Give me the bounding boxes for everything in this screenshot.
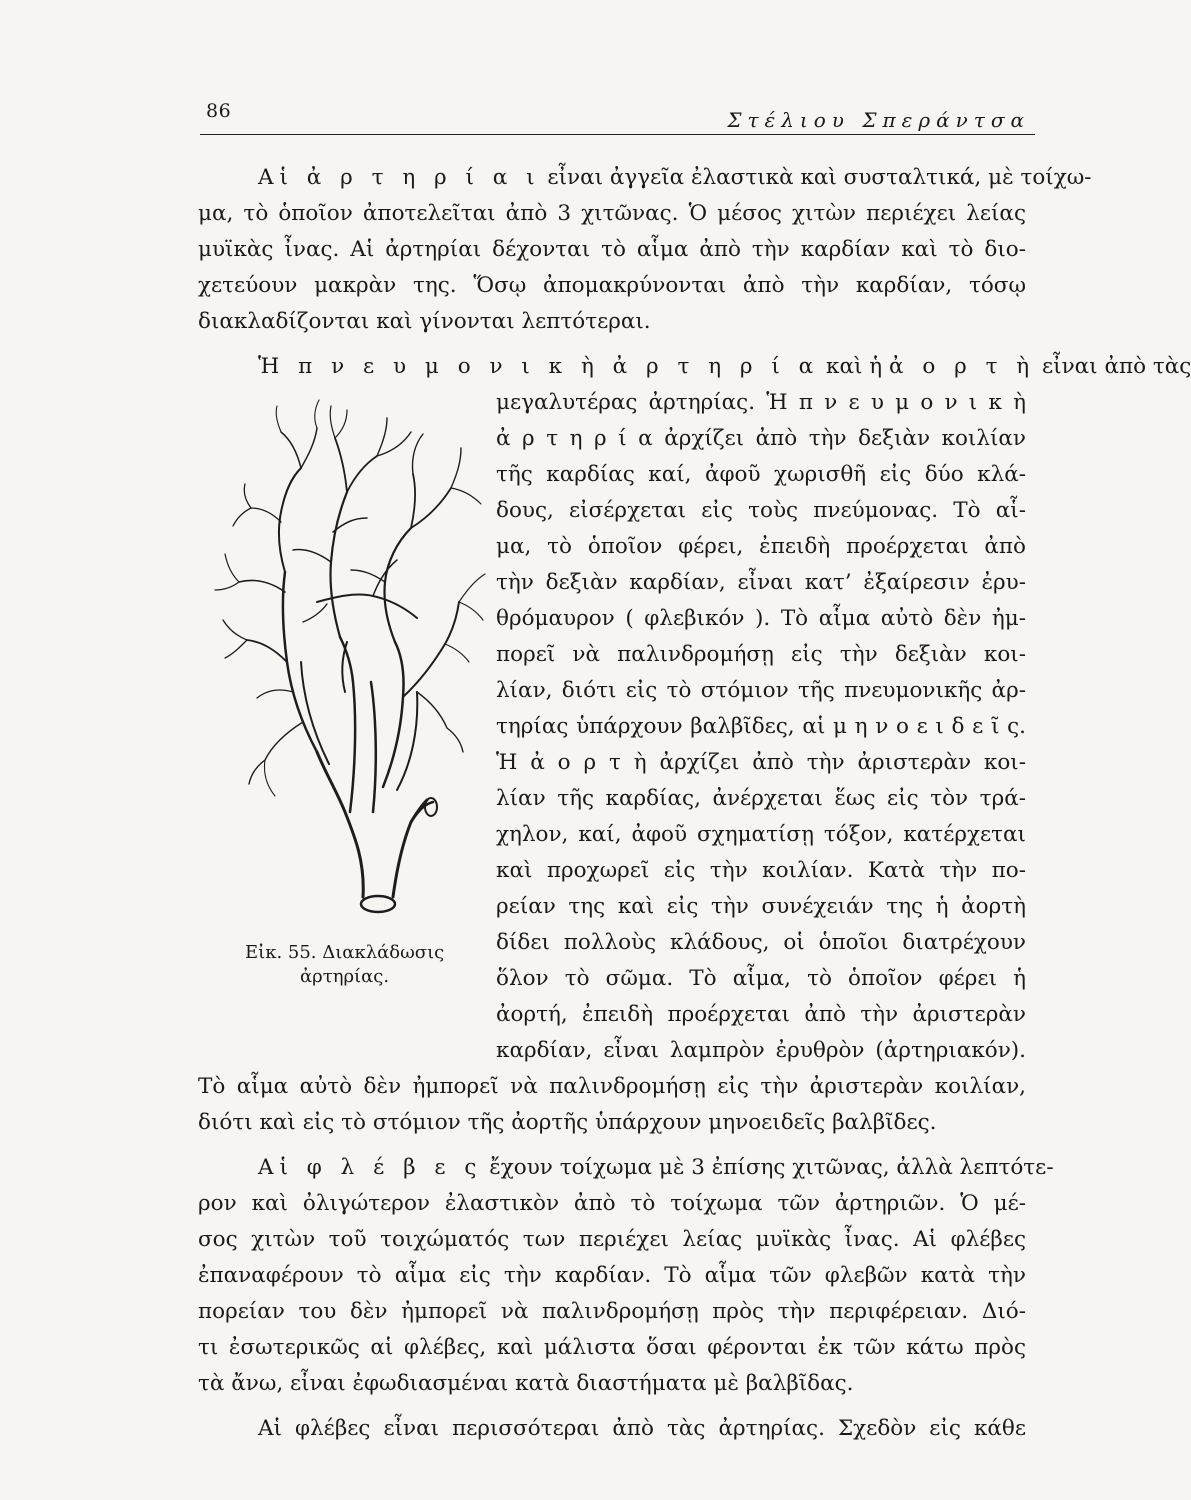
text-line: Τὸ αἷμα αὐτὸ δὲν ἠμπορεῖ νὰ παλινδρομήσῃ εἰς τὴν ἀριστερὰν κοιλίαν, [198, 1074, 1026, 1099]
text-line: καρδίαν, εἶναι λαμπρὸν ἐρυθρὸν (ἀρτηριακόν). [496, 1038, 1026, 1063]
text-line: τηρίας ὑπάρχουν βαλβῖδες, αἱ μ η ν ο ε ι δ ε ῖ ς. [496, 714, 1026, 739]
text-line [258, 352, 1191, 382]
spaced-term: Ἡ π ν ε υ μ ο ν ι κ ὴ ἀ ρ τ η ρ ί α [258, 354, 820, 379]
text-line: χετεύουν μακρὰν της. Ὅσῳ ἀπομακρύνονται ἀπὸ τὴν καρδίαν, τόσῳ [198, 273, 1026, 298]
text-line: μεγαλυτέρας ἀρτηρίας. Ἡ π ν ε υ μ ο ν ι κ ὴ [496, 390, 1026, 415]
text-line: τῆς καρδίας καί, ἀφοῦ χωρισθῆ εἰς δύο κλά- [496, 462, 1026, 487]
text-span: καὶ ἡ [819, 354, 889, 379]
text-span: ἔχουν τοίχωμα μὲ 3 ἐπίσης χιτῶνας, ἀλλὰ λεπτότε- [482, 1155, 1054, 1180]
text-line: διότι καὶ εἰς τὸ στόμιον τῆς ἀορτῆς ὑπάρχουν μηνοειδεῖς βαλβῖδες. [198, 1110, 937, 1135]
text-line: λίαν, διότι εἰς τὸ στόμιον τῆς πνευμονικῆς ἀρ- [496, 678, 1026, 703]
text-line: μα, τὸ ὁποῖον ἀποτελεῖται ἀπὸ 3 χιτῶνας. Ὁ μέσος χιτὼν περιέχει λείας [198, 201, 1026, 226]
text-line: ρείαν της καὶ εἰς τὴν συνέχειάν της ἡ ἀορτὴ [496, 894, 1026, 919]
text-line [258, 1153, 1054, 1183]
text-span: εἶναι ἀπὸ τὰς [1035, 354, 1191, 379]
caption-line: ἀρτηρίας. [300, 966, 390, 987]
text-line: Ἡ ἀ ο ρ τ ὴ ἀρχίζει ἀπὸ τὴν ἀριστερὰν κοι- [496, 750, 1026, 775]
running-title: Στέλιου Σπεράντσα [727, 108, 1030, 132]
text-span: εἶναι ἀγγεῖα ἐλαστικὰ καὶ συσταλτικά, μὲ τοίχω- [540, 165, 1092, 190]
text-line: δους, εἰσέρχεται εἰς τοὺς πνεύμονας. Τὸ αἷ- [496, 498, 1026, 523]
page-number: 86 [206, 100, 232, 122]
spaced-term: Αἱ ἀ ρ τ η ρ ί α ι [258, 165, 541, 190]
text-line: πορεῖ νὰ παλινδρομήσῃ εἰς τὴν δεξιὰν κοι- [496, 642, 1026, 667]
text-line: μα, τὸ ὁποῖον φέρει, ἐπειδὴ προέρχεται ἀπὸ [496, 534, 1026, 559]
text-line: μυϊκὰς ἶνας. Αἱ ἀρτηρίαι δέχονται τὸ αἷμα ἀπὸ τὴν καρδίαν καὶ τὸ διο- [198, 237, 1026, 262]
text-line: λίαν τῆς καρδίας, ἀνέρχεται ἕως εἰς τὸν τρά- [496, 786, 1026, 811]
text-line: διακλαδίζονται καὶ γίνονται λεπτότεραι. [198, 309, 651, 334]
text-line: ρον καὶ ὀλιγώτερον ἐλαστικὸν ἀπὸ τὸ τοίχωμα τῶν ἀρτηριῶν. Ὁ μέ- [198, 1191, 1026, 1216]
text-line: ὅλον τὸ σῶμα. Τὸ αἷμα, τὸ ὁποῖον φέρει ἡ [496, 966, 1026, 991]
artery-branching-illustration [205, 392, 490, 940]
text-line: καὶ προχωρεῖ εἰς τὴν κοιλίαν. Κατὰ τὴν πο- [496, 858, 1026, 883]
text-line: χηλον, καί, ἀφοῦ σχηματίσῃ τόξον, κατέρχεται [496, 822, 1026, 847]
text-line: θρόμαυρον ( φλεβικόν ). Τὸ αἷμα αὐτὸ δὲν ἠμ- [496, 606, 1026, 631]
header-rule [200, 134, 1035, 135]
text-line [258, 163, 1092, 193]
text-line: πορείαν του δὲν ἠμπορεῖ νὰ παλινδρομήσῃ πρὸς τὴν περιφέρειαν. Διό- [198, 1299, 1026, 1324]
text-line: σος χιτὼν τοῦ τοιχώματός των περιέχει λείας μυϊκὰς ἶνας. Αἱ φλέβες [198, 1227, 1026, 1252]
text-line: τὴν δεξιὰν καρδίαν, εἶναι κατ’ ἐξαίρεσιν ἐρυ- [496, 570, 1026, 595]
spaced-term: ἀ ο ρ τ ὴ [888, 354, 1036, 379]
text-line: Αἱ φλέβες εἶναι περισσότεραι ἀπὸ τὰς ἀρτηρίας. Σχεδὸν εἰς κάθε [258, 1416, 1026, 1441]
spaced-term: Αἱ φ λ έ β ε ς [258, 1155, 483, 1180]
text-line: ἀ ρ τ η ρ ί α ἀρχίζει ἀπὸ τὴν δεξιὰν κοιλίαν [496, 426, 1026, 451]
trunk-opening [361, 896, 395, 912]
text-line: δίδει πολλοὺς κλάδους, οἱ ὁποῖοι διατρέχουν [496, 930, 1026, 955]
text-line: τι ἐσωτερικῶς αἱ φλέβες, καὶ μάλιστα ὅσαι φέρονται ἐκ τῶν κάτω πρὸς [198, 1335, 1026, 1360]
text-line: ἐπαναφέρουν τὸ αἷμα εἰς τὴν καρδίαν. Τὸ αἷμα τῶν φλεβῶν κατὰ τὴν [198, 1263, 1026, 1288]
caption-line: Εἰκ. 55. Διακλάδωσις [245, 942, 445, 963]
text-line: τὰ ἄνω, εἶναι ἐφωδιασμέναι κατὰ διαστήματα μὲ βαλβῖδας. [198, 1371, 854, 1396]
text-line: ἀορτή, ἐπειδὴ προέρχεται ἀπὸ τὴν ἀριστερὰν [496, 1002, 1026, 1027]
